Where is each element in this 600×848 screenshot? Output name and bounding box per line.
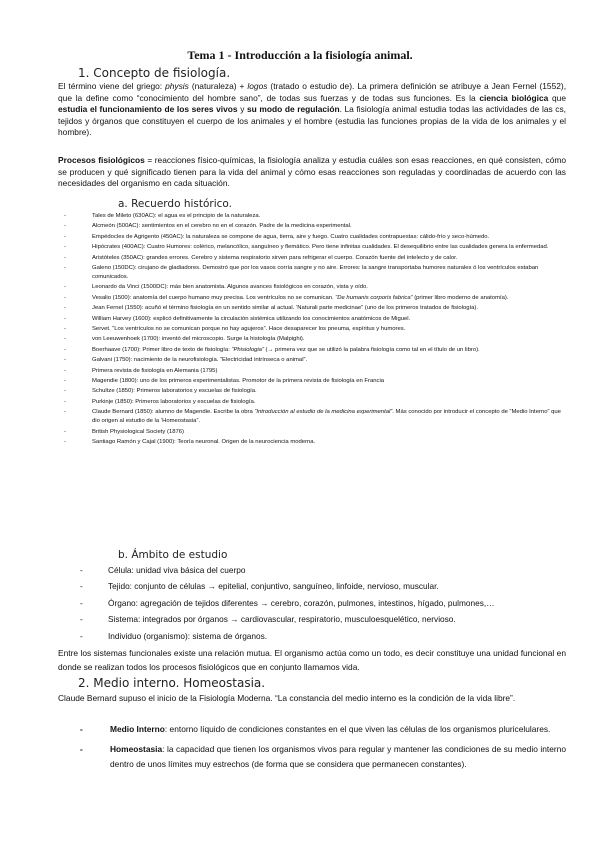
history-item: - Purkinje (1850): Primeros laboratorios y escuelas de fisiología. (64, 398, 568, 407)
history-item: - Aristóteles (350AC): grandes errores. Cerebro y sistema respiratorio sirven para refrigerar el cuerpo. Corazón fuente del intelecto y de calor. (64, 254, 568, 263)
definition-medio-interno: - Medio Interno: entorno líquido de condiciones constantes en el que viven las células de los organismos pluricelulares. (78, 722, 566, 738)
history-item: - Servet. “Los ventrículos no se comunican porque no hay agujeros”. Hace desaparecer los pneuma, espíritus y humores. (64, 325, 568, 334)
bernard-paragraph: Claude Bernard supuso el inicio de la Fisiología Moderna. “La constancia del medio interno es la condición de la vida libre”. (58, 693, 516, 703)
history-item: - Galvani (1750): nacimiento de la neurofisiología. “Electricidad intrínseca o animal”. (64, 356, 568, 365)
history-item: - Empédocles de Agrigento (450AC): la naturaleza se compone de agua, tierra, aire y fuego. Cuatro cualidades contrapuestas: cálido-frío y seco-húmedo. (64, 233, 568, 242)
history-list (64, 212, 568, 448)
history-item: - British Physiological Society (1876) (64, 428, 568, 437)
history-item: - Leonardo da Vinci (1500DC): más bien anatomista. Algunos avances fisiológicos en corazón, vista y oído. (64, 283, 568, 292)
history-item: - Santiago Ramón y Cajal (1900): Teoría neuronal. Origen de la neurociencia moderna. (64, 438, 568, 447)
scope-list (78, 562, 568, 644)
systems-paragraph: Entre los sistemas funcionales existe una relación mutua. El organismo actúa como un todo, es decir constituye una unidad funcional en donde se realizan todos los procesos fisiológicos que en conjunto llamamos vida. (58, 648, 566, 672)
history-item: - Tales de Mileto (630AC): el agua es el principio de la naturaleza. (64, 212, 568, 221)
history-item-vesalio: - Vesalio (1500): anatomía del cuerpo humano muy precisa. Los ventrículos no se comunican. “De humanis corporis fabrica” (primer libro moderno de anatomía). (64, 294, 568, 303)
scope-item: - Individuo (organismo): sistema de órganos. (78, 628, 568, 644)
page-title: Tema 1 - Introducción a la fisiología animal. (187, 48, 413, 62)
subsection-a-heading: a. Recuerdo histórico. (118, 198, 233, 210)
scope-item: - Tejido: conjunto de células → epitelial, conjuntivo, sanguíneo, linfoide, nervioso, muscular. (78, 578, 568, 594)
intro-paragraph: El término viene del griego: physis (naturaleza) + logos (tratado o estudio de). La primera definición se atribuye a Jean Fernel (1552), que la define como “conocimiento del hombre sano”, de todas sus fuerzas y de todas sus funciones. Es la ciencia biológica que estudia el funcionamiento de los seres vivos y su modo de regulación. La fisiología animal estudia todas las actividades de las cs, tejidos y órganos que constituyen el cuerpo de los animales y el hombre (estudia las funciones propias de la vida de los animales y el hombre). (58, 81, 567, 137)
definition-homeostasia: - Homeostasia: la capacidad que tienen los organismos vivos para regular y mantener las condiciones de su medio interno dentro de unos límites muy estrechos (de forma que se considera que permanecen constantes). (78, 742, 566, 773)
history-item: - Primera revista de fisiología en Alemania (1795) (64, 367, 568, 376)
definitions-list (78, 722, 566, 777)
scope-item: - Sistema: integrados por órganos → cardiovascular, respiratorio, musculoesquelético, nervioso. (78, 611, 568, 627)
history-item: - Schultze (1850): Primeros laboratorios y escuelas de fisiología. (64, 387, 568, 396)
history-item: - von Leeuwenhoek (1700): inventó del microscopio. Surge la histología (Malpighi). (64, 335, 568, 344)
history-item-boerhaave: - Boerhaave (1700): Primer libro de texto de fisiología: “Phisiologia” (→ primera vez que se utilizó la palabra fisiología como tal en el título de un libro). (64, 346, 568, 355)
history-item: - Hipócrates (400AC): Cuatro Humores: colérico, melancólico, sanguíneo y flemático. Pero tiene infinitas cualidades. El desequilibrio entre las cualidades genera la enfermedad. (64, 243, 568, 252)
history-item: - William Harvey (1600): explicó definitivamente la circulación sistémica utilizando los conocimientos anatómicos de Miguel. (64, 315, 568, 324)
section-1-heading: 1. Concepto de fisiología. (78, 66, 231, 80)
history-item: - Alcmeón (500AC): sentimientos en el cerebro no en el corazón. Padre de la medicina experimental. (64, 222, 568, 231)
scope-item: - Órgano: agregación de tejidos diferentes → cerebro, corazón, pulmones, intestinos, hígado, pulmones,… (78, 595, 568, 611)
history-item: - Jean Fernel (1550): acuñó el término fisiología en un sentido similar al actual. ‘Naturali parte medicinae” (uno de los primeros tratados de fisiología). (64, 304, 568, 313)
subsection-b-heading: b. Ámbito de estudio (118, 549, 228, 561)
history-item: - Magendie (1800): uno de los primeros experimentalistas. Promotor de la primera revista de fisiología en Francia (64, 377, 568, 386)
section-2-heading: 2. Medio interno. Homeostasia. (78, 676, 266, 690)
physiological-processes-paragraph: Procesos fisiológicos = reacciones físico-químicas, la fisiología analiza y estudia cuáles son esas reacciones, en qué consisten, cómo se producen y qué significado tienen para la vida del animal y cómo esas reacciones son reguladas y coordinadas de acuerdo con las necesidades del organismo en cada situación. (58, 155, 566, 188)
history-item: - Galeno (150DC): cirujano de gladiadores. Demostró que por los vasos corría sangre y no aire. Errores: la sangre transportaba humores naturales ó los ventrículos estaban comunicados. (64, 264, 568, 282)
scope-item: - Célula: unidad viva básica del cuerpo (78, 562, 568, 578)
history-item-bernard: - Claude Bernard (1850): alumno de Magendie. Escribe la obra “Introducción al estudio de la medicina experimental”. Más conocido por introducir el concepto de “Medio Interno” que dio origen al estudio de la ‘Homeostasia”. (64, 408, 568, 426)
